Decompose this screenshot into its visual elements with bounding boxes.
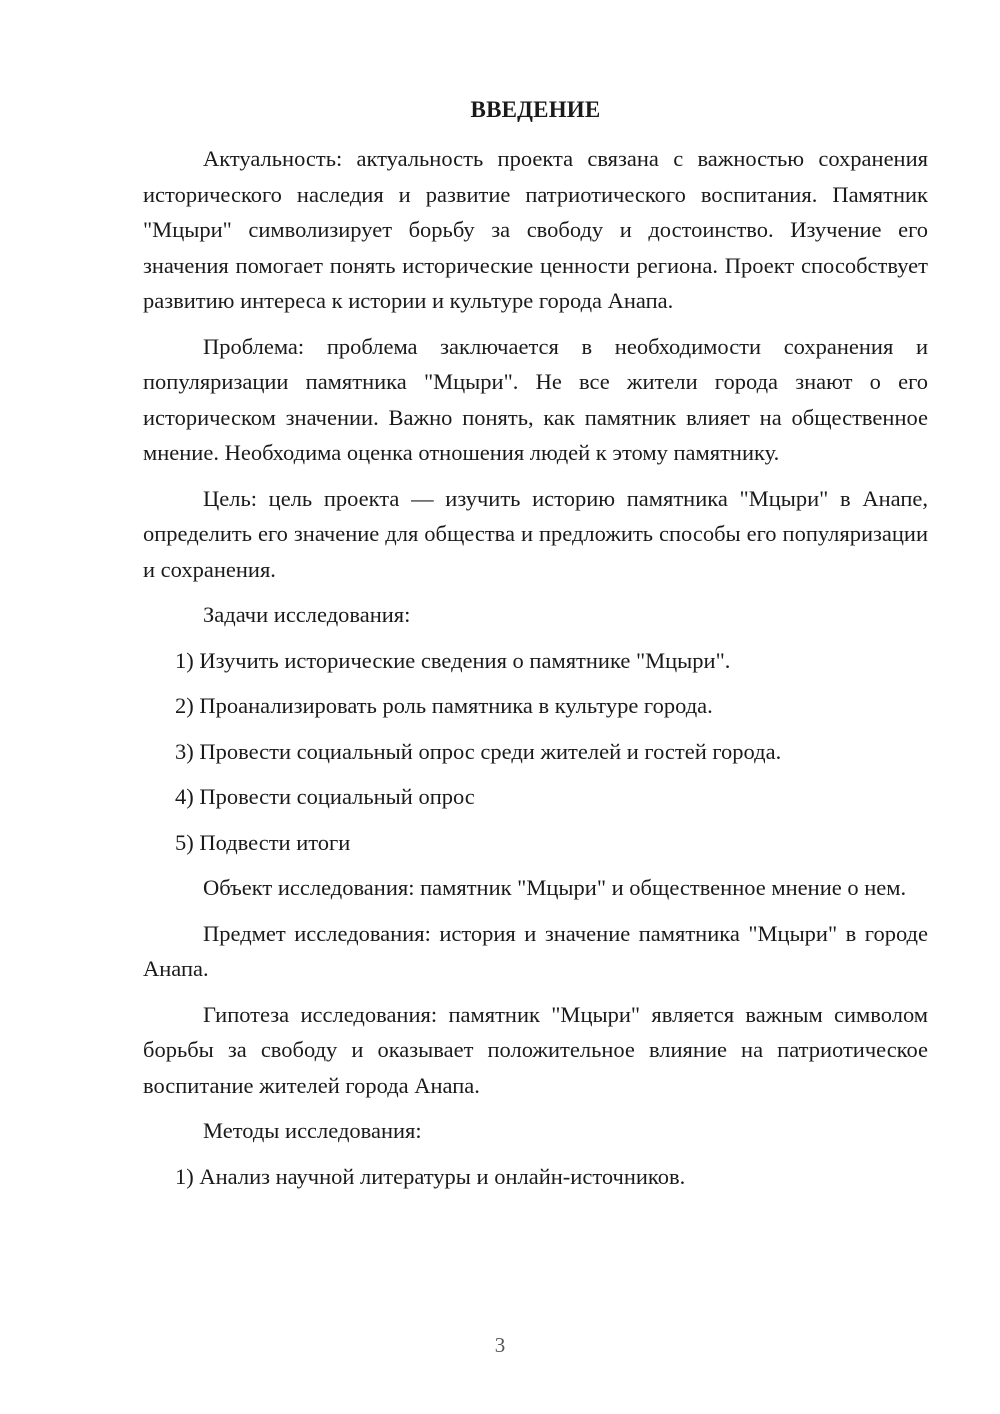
list-item: 2) Проанализировать роль памятника в культуре города. xyxy=(175,693,713,718)
object-paragraph: Объект исследования: памятник "Мцыри" и общественное мнение о нем. xyxy=(203,875,907,900)
hypothesis-paragraph: Гипотеза исследования: памятник "Мцыри" является важным символом борьбы за свободу и оказывает положительное влияние на патриотическое воспитание жителей города Анапа. xyxy=(143,1001,928,1098)
methods-heading: Методы исследования: xyxy=(203,1118,422,1143)
goal-paragraph: Цель: цель проекта — изучить историю памятника "Мцыри" в Анапе, определить его значение для общества и предложить способы его популяризации и сохранения. xyxy=(143,485,928,582)
page-number: 3 xyxy=(494,1333,506,1357)
methods-list xyxy=(143,1159,928,1195)
relevance-paragraph: Актуальность: актуальность проекта связана с важностью сохранения исторического наследия и развитие патриотического воспитания. Памятник "Мцыри" символизирует борьбу за свободу и достоинство. Изучение его значения помогает понять исторические ценности региона. Проект способствует развитию интереса к истории и культуре города Анапа. xyxy=(143,146,928,313)
page-title: ВВЕДЕНИЕ xyxy=(470,97,601,122)
tasks-list xyxy=(143,643,928,861)
tasks-heading: Задачи исследования: xyxy=(203,602,411,627)
list-item: 1) Изучить исторические сведения о памятнике "Мцыри". xyxy=(175,647,731,673)
problem-paragraph: Проблема: проблема заключается в необходимости сохранения и популяризации памятника "Мцыри". Не все жители города знают о его историческом значении. Важно понять, как памятник влияет на общественное мнение. Необходима оценка отношения людей к этому памятнику. xyxy=(143,333,928,465)
list-item: 3) Провести социальный опрос среди жителей и гостей города. xyxy=(175,738,782,764)
document-page xyxy=(143,92,928,1204)
subject-paragraph: Предмет исследования: история и значение памятника "Мцыри" в городе Анапа. xyxy=(143,920,928,981)
list-item: 5) Подвести итоги xyxy=(175,829,351,855)
list-item: 4) Провести социальный опрос xyxy=(175,784,475,809)
list-item: 1) Анализ научной литературы и онлайн-источников. xyxy=(175,1163,686,1189)
